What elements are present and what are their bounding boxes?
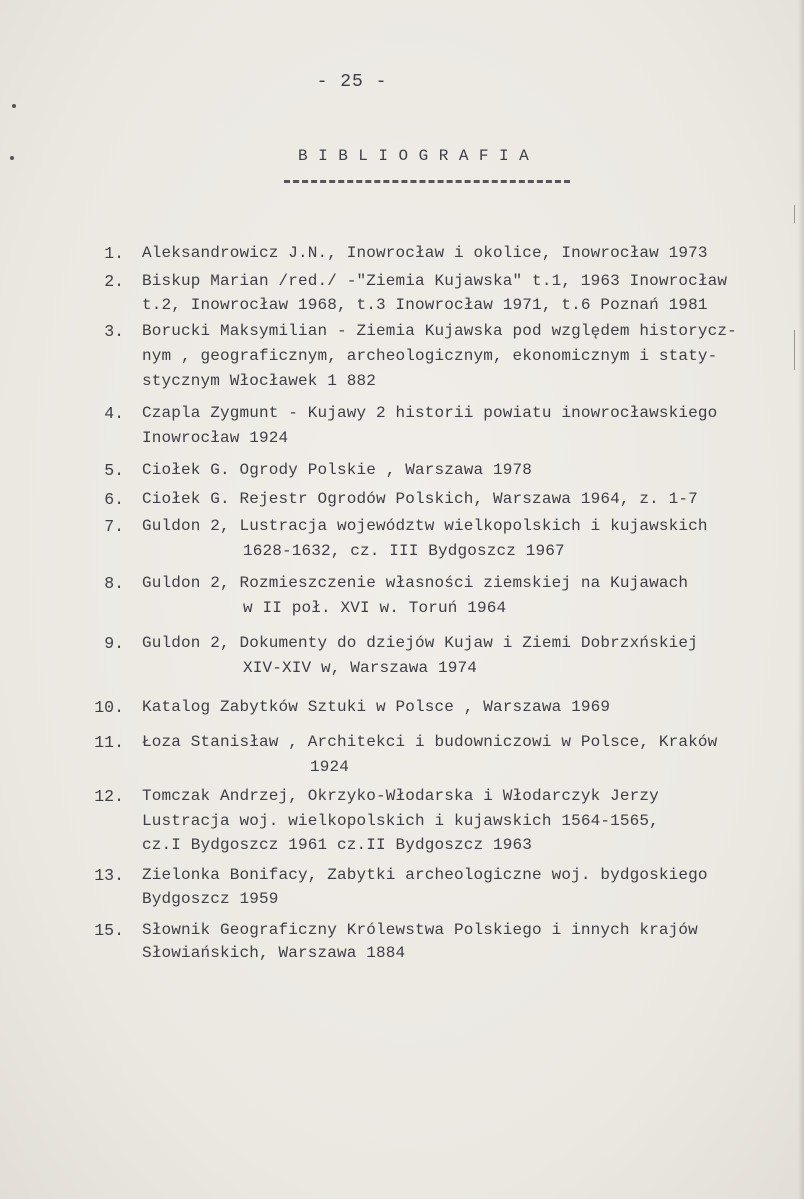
entry-text: Guldon 2, Lustracja województw wielkopolskich i kujawskich	[142, 517, 708, 535]
entry-number: 7.	[104, 517, 124, 536]
entry-text: Łoza Stanisław , Architekci i budowniczowi w Polsce, Kraków	[142, 733, 718, 751]
entry-number: 5.	[104, 461, 124, 480]
margin-mark	[794, 330, 795, 370]
entry-text: Ciołek G. Rejestr Ogrodów Polskich, Warszawa 1964, z. 1-7	[142, 490, 698, 508]
entry-text: Guldon 2, Rozmieszczenie własności ziemskiej na Kujawach	[142, 574, 689, 592]
entry-text: Katalog Zabytków Sztuki w Polsce , Warszawa 1969	[142, 698, 611, 716]
entry-number: 12.	[94, 787, 124, 806]
bibliography-heading: BIBLIOGRAFIA	[298, 147, 540, 165]
entry-text: Tomczak Andrzej, Okrzyko-Włodarska i Włodarczyk Jerzy	[142, 787, 659, 805]
entry-number: 11.	[94, 733, 124, 752]
entry-text: Czapla Zygmunt - Kujawy 2 historii powiatu inowrocławskiego	[142, 404, 718, 422]
entry-text: Bydgoszcz 1959	[142, 890, 279, 908]
entry-text: nym , geograficznym, archeologicznym, ekonomicznym i staty-	[142, 347, 718, 365]
entry-number: 9.	[104, 634, 124, 653]
heading-underline	[284, 180, 570, 183]
paper-speck	[10, 156, 14, 160]
page-edge-shadow	[798, 0, 804, 1199]
entry-text: Guldon 2, Dokumenty do dziejów Kujaw i Ziemi Dobrzxńskiej	[142, 634, 698, 652]
entry-number: 4.	[104, 404, 124, 423]
entry-number: 10.	[94, 698, 124, 717]
entry-number: 8.	[104, 574, 124, 593]
entry-text: Zielonka Bonifacy, Zabytki archeologiczne woj. bydgoskiego	[142, 866, 708, 884]
entry-text: Aleksandrowicz J.N., Inowrocław i okolice, Inowrocław 1973	[142, 244, 708, 262]
entry-text: Biskup Marian /red./ -"Ziemia Kujawska" t.1, 1963 Inowrocław	[142, 272, 728, 290]
entry-text: Borucki Maksymilian - Ziemia Kujawska pod względem historycz-	[142, 322, 737, 340]
entry-text: w II poł. XVI w. Toruń 1964	[243, 599, 507, 617]
entry-number: 6.	[104, 490, 124, 509]
entry-number: 13.	[94, 866, 124, 885]
entry-text: Słownik Geograficzny Królewstwa Polskiego i innych krajów	[142, 921, 698, 939]
entry-text: Inowrocław 1924	[142, 429, 289, 447]
paper-speck	[12, 104, 16, 108]
entry-text: 1924	[310, 758, 350, 776]
entry-text: cz.I Bydgoszcz 1961 cz.II Bydgoszcz 1963	[142, 836, 533, 854]
entry-number: 3.	[104, 322, 124, 341]
entry-text: Słowiańskich, Warszawa 1884	[142, 944, 406, 962]
entry-text: Lustracja woj. wielkopolskich i kujawskich 1564-1565,	[142, 812, 659, 830]
entry-text: XIV-XIV w, Warszawa 1974	[243, 659, 478, 677]
entry-number: 15.	[94, 921, 124, 940]
entry-text: t.2, Inowrocław 1968, t.3 Inowrocław 1971, t.6 Poznań 1981	[142, 296, 708, 314]
entry-number: 2.	[104, 272, 124, 291]
entry-text: stycznym Włocławek 1 882	[142, 372, 377, 390]
margin-mark	[794, 205, 795, 223]
entry-number: 1.	[104, 244, 124, 263]
page-number: - 25 -	[316, 72, 388, 92]
entry-text: 1628-1632, cz. III Bydgoszcz 1967	[243, 542, 565, 560]
entry-text: Ciołek G. Ogrody Polskie , Warszawa 1978	[142, 461, 533, 479]
